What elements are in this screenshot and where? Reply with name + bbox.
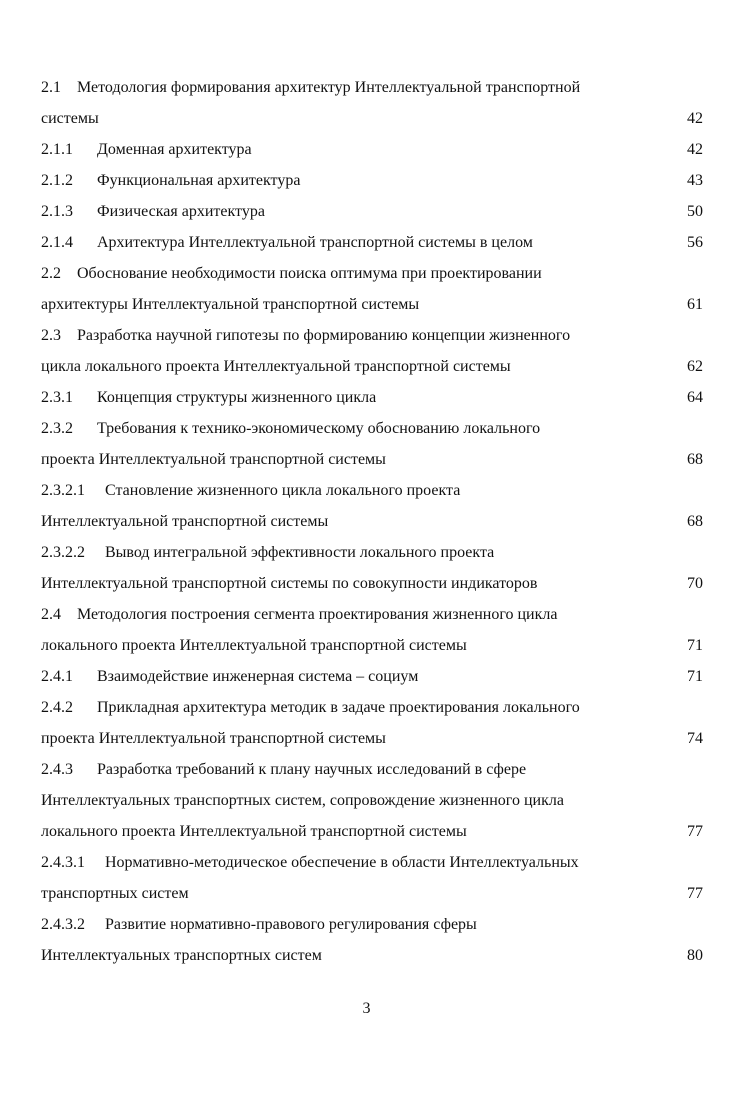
- toc-entry-number: 2.1.2: [41, 172, 73, 189]
- toc-entry-page: 42: [687, 141, 703, 158]
- toc-entry-line: [41, 196, 703, 227]
- toc-entry-number: 2.1.1: [41, 141, 73, 158]
- toc-entry-title: Развитие нормативно-правового регулирования сферы: [105, 916, 477, 933]
- toc-entry-title: Обоснование необходимости поиска оптимума при проектировании: [77, 265, 542, 282]
- toc-entry-title: Интеллектуальных транспортных систем, сопровождение жизненного цикла: [41, 792, 564, 809]
- toc-entry-line: [41, 909, 703, 940]
- toc-entry-title: Прикладная архитектура методик в задаче проектирования локального: [97, 699, 580, 716]
- toc-entry-line: [41, 382, 703, 413]
- toc-entry-page: 77: [687, 885, 703, 902]
- toc-entry-page: 80: [687, 947, 703, 964]
- toc-entry-title: Физическая архитектура: [97, 203, 265, 220]
- toc-entry-number: 2.4.3.2: [41, 916, 85, 933]
- toc-entry-line: [41, 940, 703, 971]
- toc-entry-page: 71: [687, 668, 703, 685]
- toc-entry-title: Методология формирования архитектур Интеллектуальной транспортной: [77, 79, 581, 96]
- toc-entry-page: 77: [687, 823, 703, 840]
- toc-entry-title: цикла локального проекта Интеллектуальной транспортной системы: [41, 358, 511, 375]
- toc-entry-number: 2.4: [41, 606, 61, 623]
- table-of-contents: [41, 72, 703, 971]
- toc-entry-line: [41, 661, 703, 692]
- toc-entry-line: [41, 599, 703, 630]
- toc-entry-page: 50: [687, 203, 703, 220]
- toc-entry-line: [41, 258, 703, 289]
- toc-entry-title: Интеллектуальной транспортной системы по совокупности индикаторов: [41, 575, 538, 592]
- toc-entry-line: [41, 320, 703, 351]
- toc-entry-number: 2.4.3.1: [41, 854, 85, 871]
- toc-entry-page: 68: [687, 513, 703, 530]
- toc-entry-title: Требования к технико-экономическому обоснованию локального: [97, 420, 541, 437]
- toc-entry-page: 71: [687, 637, 703, 654]
- toc-entry-title: локального проекта Интеллектуальной транспортной системы: [41, 637, 467, 654]
- toc-entry-line: [41, 475, 703, 506]
- toc-entry-line: [41, 723, 703, 754]
- toc-entry-number: 2.1.3: [41, 203, 73, 220]
- toc-entry-number: 2.4.1: [41, 668, 73, 685]
- toc-entry-line: [41, 351, 703, 382]
- toc-entry-page: 61: [687, 296, 703, 313]
- toc-entry-page: 74: [687, 730, 703, 747]
- toc-entry-title: проекта Интеллектуальной транспортной системы: [41, 730, 386, 747]
- toc-entry-line: [41, 537, 703, 568]
- toc-entry-title: Разработка научной гипотезы по формированию концепции жизненного: [77, 327, 571, 344]
- toc-entry-number: 2.3: [41, 327, 61, 344]
- toc-entry-line: [41, 506, 703, 537]
- toc-entry-number: 2.1: [41, 79, 61, 96]
- page-number: 3: [362, 1000, 371, 1017]
- toc-entry-title: Нормативно-методическое обеспечение в области Интеллектуальных: [105, 854, 579, 871]
- toc-entry-title: Вывод интегральной эффективности локального проекта: [105, 544, 495, 561]
- toc-entry-title: локального проекта Интеллектуальной транспортной системы: [41, 823, 467, 840]
- toc-entry-number: 2.3.2.2: [41, 544, 85, 561]
- toc-entry-line: [41, 134, 703, 165]
- toc-entry-line: [41, 227, 703, 258]
- toc-entry-number: 2.4.2: [41, 699, 73, 716]
- toc-entry-line: [41, 289, 703, 320]
- toc-entry-title: архитектуры Интеллектуальной транспортной системы: [41, 296, 420, 313]
- toc-entry-line: [41, 692, 703, 723]
- toc-entry-line: [41, 568, 703, 599]
- toc-entry-page: 56: [687, 234, 703, 251]
- toc-entry-title: Архитектура Интеллектуальной транспортной системы в целом: [97, 234, 533, 251]
- toc-entry-title: Разработка требований к плану научных исследований в сфере: [97, 761, 527, 778]
- toc-entry-line: [41, 754, 703, 785]
- toc-entry-line: [41, 413, 703, 444]
- toc-entry-line: [41, 630, 703, 661]
- toc-entry-number: 2.3.2: [41, 420, 73, 437]
- toc-entry-page: 70: [687, 575, 703, 592]
- toc-entry-line: [41, 72, 703, 103]
- toc-entry-number: 2.2: [41, 265, 61, 282]
- toc-entry-number: 2.4.3: [41, 761, 73, 778]
- toc-entry-title: проекта Интеллектуальной транспортной системы: [41, 451, 386, 468]
- toc-entry-title: системы: [41, 110, 99, 127]
- toc-entry-title: Интеллектуальной транспортной системы: [41, 513, 329, 530]
- toc-entry-line: [41, 785, 703, 816]
- toc-entry-title: Доменная архитектура: [97, 141, 252, 158]
- toc-entry-title: Функциональная архитектура: [97, 172, 301, 189]
- toc-entry-title: Взаимодействие инженерная система – социум: [97, 668, 419, 685]
- toc-entry-number: 2.3.1: [41, 389, 73, 406]
- toc-entry-line: [41, 847, 703, 878]
- toc-entry-line: [41, 103, 703, 134]
- toc-entry-line: [41, 878, 703, 909]
- toc-entry-title: Методология построения сегмента проектирования жизненного цикла: [77, 606, 558, 623]
- toc-entry-number: 2.1.4: [41, 234, 73, 251]
- toc-entry-page: 64: [687, 389, 703, 406]
- toc-entry-page: 43: [687, 172, 703, 189]
- toc-entry-line: [41, 444, 703, 475]
- toc-entry-page: 68: [687, 451, 703, 468]
- toc-entry-line: [41, 816, 703, 847]
- toc-entry-line: [41, 165, 703, 196]
- toc-entry-number: 2.3.2.1: [41, 482, 85, 499]
- toc-entry-page: 62: [687, 358, 703, 375]
- toc-entry-page: 42: [687, 110, 703, 127]
- toc-entry-title: транспортных систем: [41, 885, 189, 902]
- toc-entry-title: Интеллектуальных транспортных систем: [41, 947, 322, 964]
- toc-entry-title: Концепция структуры жизненного цикла: [97, 389, 377, 406]
- toc-entry-title: Становление жизненного цикла локального проекта: [105, 482, 461, 499]
